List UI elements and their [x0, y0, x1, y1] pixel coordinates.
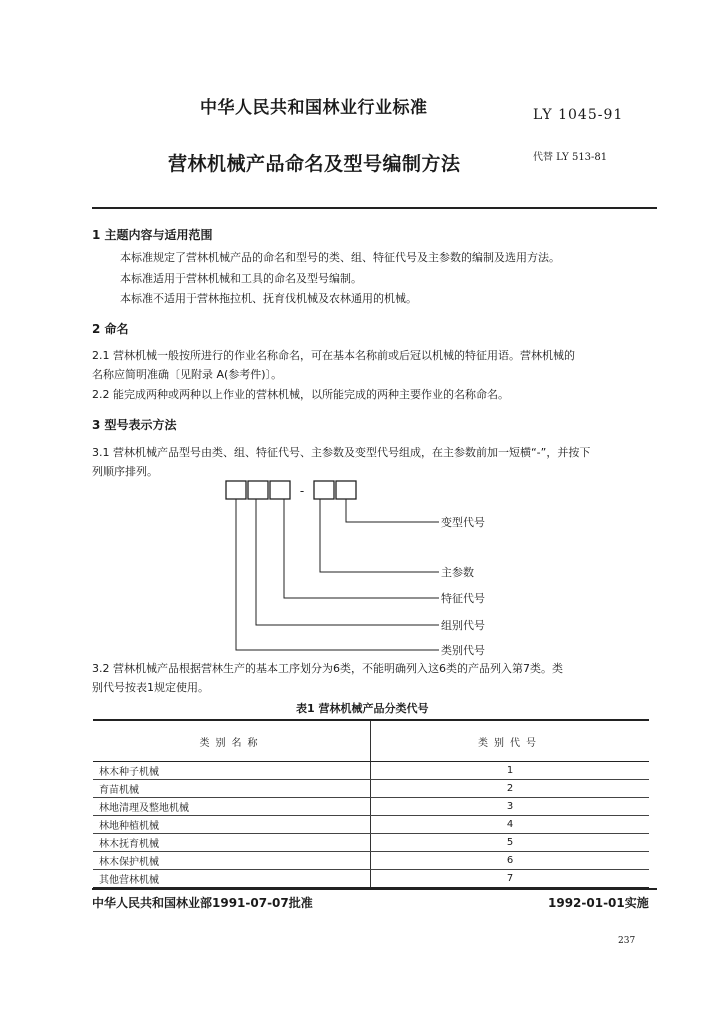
class-name-cell: 林木抚育机械 — [93, 834, 371, 852]
class-code-cell: 7 — [371, 870, 650, 889]
variant-code-box — [336, 481, 356, 499]
diagram-dash: - — [299, 484, 305, 498]
table-row — [93, 798, 649, 816]
main-parameter-box — [314, 481, 334, 499]
variant-code-label: 变型代号 — [441, 516, 485, 529]
table-row — [93, 762, 649, 780]
column-header-class-code: 类别代号 — [371, 720, 650, 762]
table-header-row — [93, 720, 649, 762]
group-code-label: 组别代号 — [441, 619, 485, 632]
table-row — [93, 852, 649, 870]
section-2-heading: 2 命名 — [92, 322, 129, 336]
class-code-cell: 4 — [371, 816, 650, 834]
class-code-cell: 6 — [371, 852, 650, 870]
model-code-diagram — [225, 480, 525, 660]
main-parameter-leader — [320, 499, 439, 572]
replaces-standard: 代替 LY 513-81 — [533, 152, 608, 163]
classification-table — [93, 719, 649, 889]
class-code-cell: 1 — [371, 762, 650, 780]
table-row — [93, 780, 649, 798]
section-1-para-3: 本标准不适用于营林拖拉机、抚育伐机械及农林通用的机械。 — [120, 292, 417, 305]
class-code-cell: 5 — [371, 834, 650, 852]
group-code-box — [248, 481, 268, 499]
feature-code-box — [270, 481, 290, 499]
class-name-cell: 林地种植机械 — [93, 816, 371, 834]
page-number: 237 — [618, 936, 636, 946]
section-1-heading: 1 主题内容与适用范围 — [92, 228, 213, 242]
section-2-para-1-line-2: 名称应简明准确〔见附录 A(参考件)〕。 — [92, 368, 283, 381]
table-row — [93, 816, 649, 834]
class-name-cell: 林木种子机械 — [93, 762, 371, 780]
column-header-class-name: 类别名称 — [93, 720, 371, 762]
section-1-para-1: 本标准规定了营林机械产品的命名和型号的类、组、特征代号及主参数的编制及选用方法。 — [120, 251, 560, 264]
document-title: 营林机械产品命名及型号编制方法 — [168, 153, 461, 175]
class-name-cell: 育苗机械 — [93, 780, 371, 798]
section-3-para-1-line-1: 3.1 营林机械产品型号由类、组、特征代号、主参数及变型代号组成，在主参数前加一短横“-”，并按下 — [92, 446, 591, 459]
class-name-cell: 林木保护机械 — [93, 852, 371, 870]
section-3-para-2-line-1: 3.2 营林机械产品根据营林生产的基本工序划分为6类，不能明确列入这6类的产品列入第7类。类 — [92, 662, 563, 675]
issuing-organization: 中华人民共和国林业行业标准 — [200, 98, 428, 118]
class-code-cell: 2 — [371, 780, 650, 798]
approval-statement: 中华人民共和国林业部1991-07-07批准 — [92, 896, 313, 910]
section-3-heading: 3 型号表示方法 — [92, 418, 177, 432]
table-caption: 表1 营林机械产品分类代号 — [296, 702, 429, 715]
group-code-leader — [256, 499, 439, 625]
main-parameter-label: 主参数 — [441, 566, 474, 579]
class-code-box — [226, 481, 246, 499]
class-name-cell: 其他营林机械 — [93, 870, 371, 889]
feature-code-leader — [284, 499, 439, 598]
class-name-cell: 林地清理及整地机械 — [93, 798, 371, 816]
variant-code-leader — [346, 499, 439, 522]
implementation-date: 1992-01-01实施 — [548, 896, 649, 910]
section-3-para-2-line-2: 别代号按表1规定使用。 — [92, 681, 209, 694]
class-code-cell: 3 — [371, 798, 650, 816]
header-rule — [92, 207, 657, 209]
feature-code-label: 特征代号 — [441, 592, 485, 605]
table-row — [93, 870, 649, 889]
section-1-para-2: 本标准适用于营林机械和工具的命名及型号编制。 — [120, 272, 362, 285]
class-code-label: 类别代号 — [441, 644, 485, 657]
section-3-para-1-line-2: 列顺序排列。 — [92, 465, 158, 478]
section-2-para-1-line-1: 2.1 营林机械一般按所进行的作业名称命名，可在基本名称前或后冠以机械的特征用语。营林机械的 — [92, 349, 575, 362]
standard-number: LY 1045-91 — [533, 107, 624, 123]
table-row — [93, 834, 649, 852]
footer-rule — [92, 888, 657, 890]
section-2-para-2: 2.2 能完成两种或两种以上作业的营林机械，以所能完成的两种主要作业的名称命名。 — [92, 388, 509, 401]
